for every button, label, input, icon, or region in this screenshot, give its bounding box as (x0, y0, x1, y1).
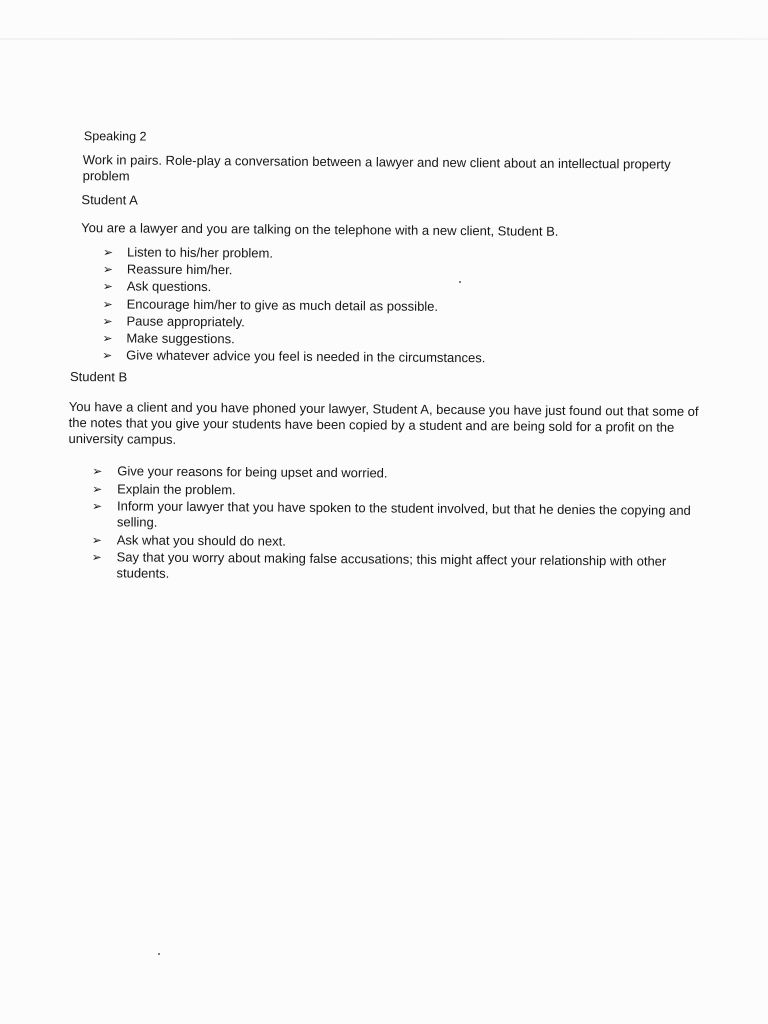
list-item: ➢ Make suggestions. (102, 330, 235, 347)
list-item: ➢ Encourage him/her to give as much detail as possible. (102, 296, 439, 314)
student-b-bullet-list (66, 463, 707, 586)
arrow-bullet-icon: ➢ (102, 279, 113, 294)
student-b-label: Student B (69, 369, 128, 385)
list-item: ➢ Inform your lawyer that you have spoken to the student involved, but that he denies the copying and selling. (91, 498, 691, 530)
arrow-bullet-icon: ➢ (92, 464, 103, 479)
student-a-label: Student A (81, 192, 138, 208)
page-heading: Speaking 2 (83, 129, 147, 144)
worksheet-content (66, 128, 710, 592)
arrow-bullet-icon: ➢ (91, 550, 102, 565)
list-item: ➢ Reassure him/her. (102, 261, 233, 278)
student-b-intro: You have a client and you have phoned your lawyer, Student A, because you have just found out that some of the notes that you give your students have been copied by a student and are being sold for a profit on the university campus. (68, 399, 699, 447)
list-item: ➢ Give your reasons for being upset and worried. (92, 463, 388, 481)
arrow-bullet-icon: ➢ (91, 532, 102, 547)
task-instruction: Work in pairs. Role-play a conversation between a lawyer and new client about an intellectual property problem (82, 152, 671, 184)
list-item: ➢ Ask what you should do next. (91, 532, 286, 549)
scan-speck (158, 953, 160, 955)
scan-speck (459, 281, 461, 283)
arrow-bullet-icon: ➢ (92, 481, 103, 496)
list-item: ➢ Listen to his/her problem. (102, 244, 274, 261)
arrow-bullet-icon: ➢ (91, 499, 103, 514)
list-item: ➢ Ask questions. (102, 278, 212, 295)
list-item: ➢ Say that you worry about making false accusations; this might affect your relationship with other students. (91, 549, 667, 581)
arrow-bullet-icon: ➢ (102, 331, 113, 346)
list-item: ➢ Pause appropriately. (102, 313, 245, 330)
arrow-bullet-icon: ➢ (102, 245, 114, 260)
student-a-bullet-list (68, 244, 709, 368)
arrow-bullet-icon: ➢ (102, 262, 114, 277)
student-a-intro: You are a lawyer and you are talking on the telephone with a new client, Student B. (81, 220, 559, 239)
list-item: ➢ Explain the problem. (92, 481, 236, 497)
arrow-bullet-icon: ➢ (102, 314, 113, 329)
arrow-bullet-icon: ➢ (102, 296, 113, 311)
list-item: ➢ Give whatever advice you feel is needed in the circumstances. (102, 347, 486, 366)
arrow-bullet-icon: ➢ (102, 348, 113, 363)
scan-edge-shadow (0, 38, 768, 40)
